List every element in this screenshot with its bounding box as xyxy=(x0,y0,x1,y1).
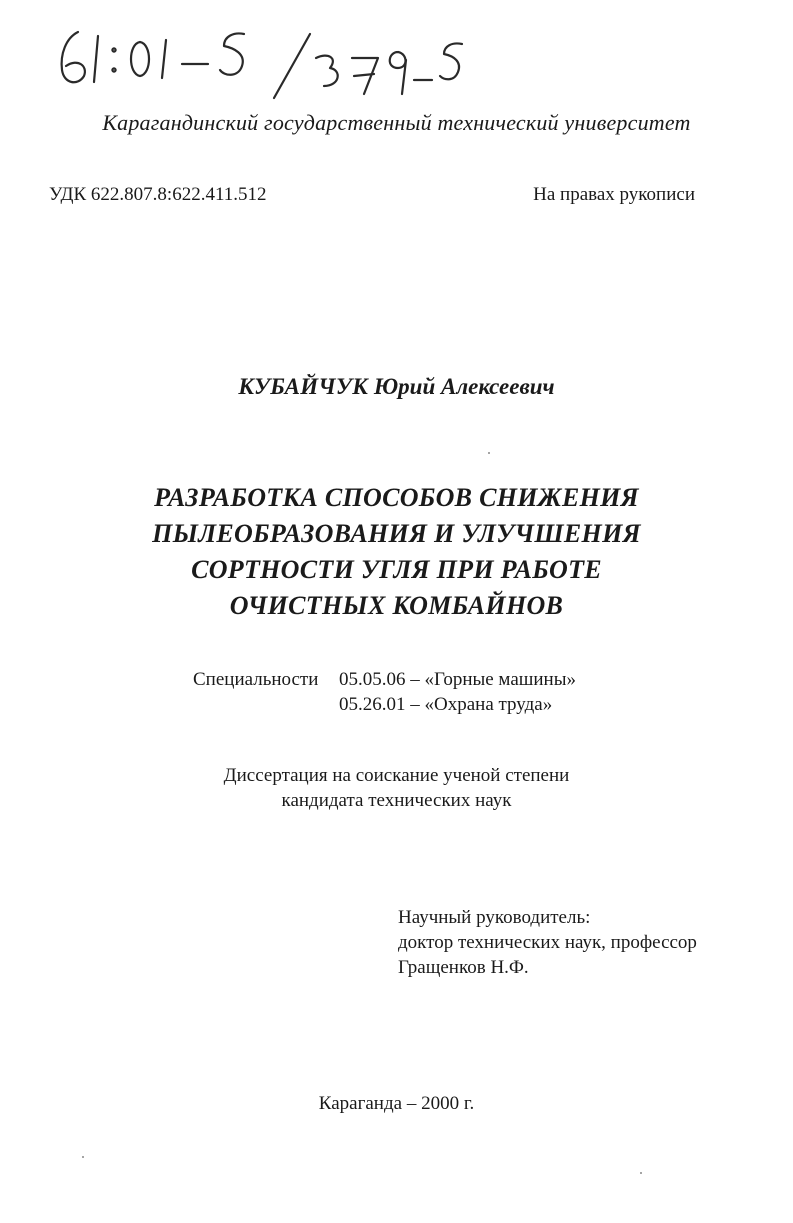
specialty-row xyxy=(193,667,576,692)
degree-line: кандидата технических наук xyxy=(281,790,512,811)
udk-code: УДК 622.807.8:622.411.512 xyxy=(49,184,267,205)
scan-speck xyxy=(640,1172,642,1174)
title-line: СОРТНОСТИ УГЛЯ ПРИ РАБОТЕ xyxy=(191,555,602,584)
title-line: ПЫЛЕОБРАЗОВАНИЯ И УЛУЧШЕНИЯ xyxy=(152,519,641,548)
dissertation-title xyxy=(0,480,793,624)
specialties-label: Специальности xyxy=(193,669,319,690)
scan-speck xyxy=(82,1156,84,1158)
specialty-row xyxy=(193,692,576,717)
specialties-block xyxy=(193,667,576,717)
degree-line: Диссертация на соискание ученой степени xyxy=(223,765,570,786)
specialty-item: 05.26.01 – «Охрана труда» xyxy=(339,694,553,715)
handwritten-archive-code xyxy=(48,24,468,104)
author-given-names: Юрий Алексеевич xyxy=(373,374,555,399)
author-name xyxy=(0,374,793,400)
university-name: Карагандинский государственный технический университет xyxy=(102,110,691,135)
title-line: РАЗРАБОТКА СПОСОБОВ СНИЖЕНИЯ xyxy=(154,483,639,512)
supervisor-degree: доктор технических наук, профессор xyxy=(398,932,697,953)
specialty-item: 05.05.06 – «Горные машины» xyxy=(339,669,576,690)
degree-statement xyxy=(0,763,793,813)
handwritten-archive-code-drawing xyxy=(48,24,468,104)
city-year: Караганда – 2000 г. xyxy=(318,1093,475,1114)
title-line: ОЧИСТНЫХ КОМБАЙНОВ xyxy=(229,591,564,620)
rights-notice: На правах рукописи xyxy=(533,184,695,205)
scan-speck xyxy=(488,452,490,454)
author-surname: КУБАЙЧУК xyxy=(238,374,369,399)
supervisor-block xyxy=(398,905,697,980)
supervisor-label: Научный руководитель: xyxy=(398,907,591,928)
supervisor-name: Гращенков Н.Ф. xyxy=(398,957,529,978)
